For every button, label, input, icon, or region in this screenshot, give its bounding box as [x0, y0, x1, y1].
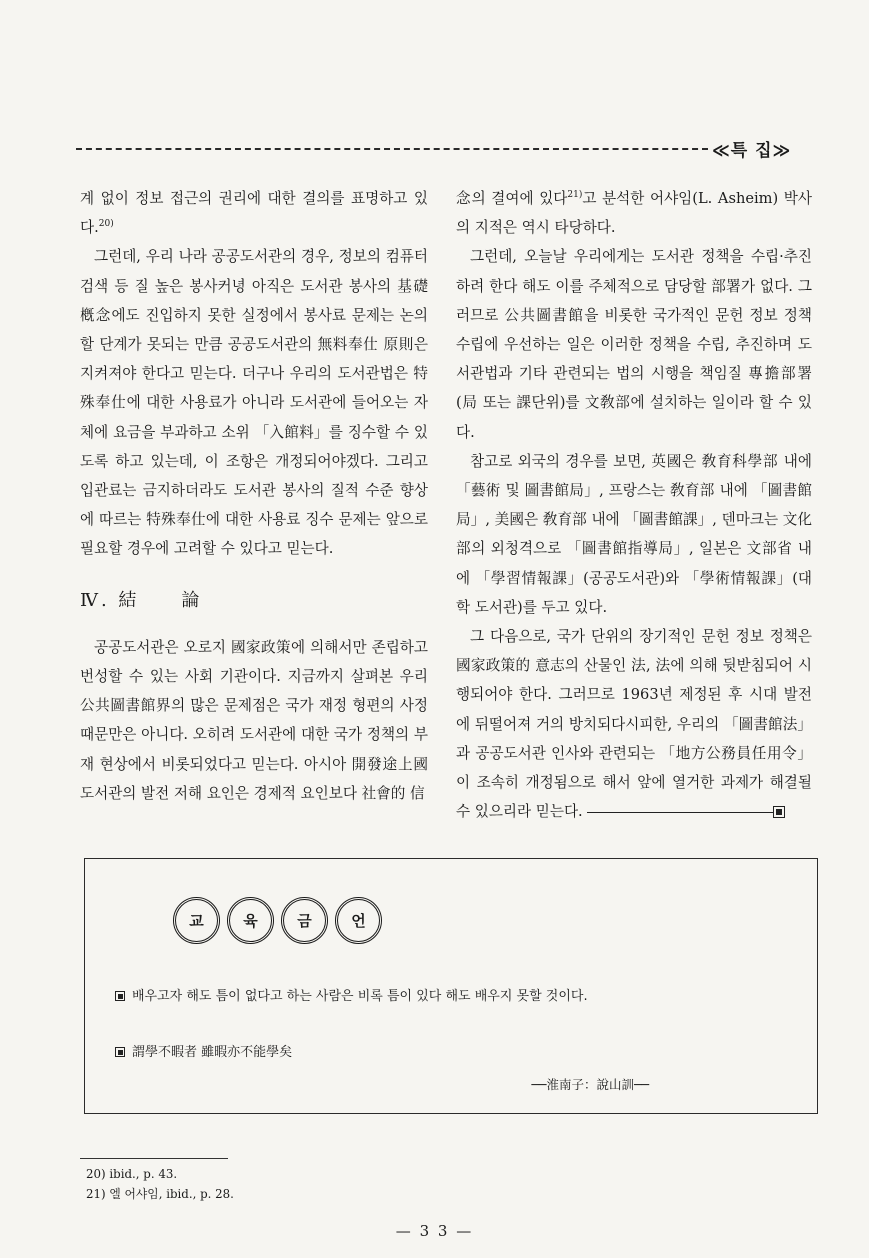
left-paragraph-1: 계 없이 정보 접근의 권리에 대한 결의를 표명하고 있다.$^{20)}$ [80, 190, 428, 237]
footnote-rule [80, 1158, 228, 1159]
end-rule [587, 812, 773, 813]
left-paragraph-3: 공공도서관은 오로지 國家政策에 의해서만 존립하고 번성할 수 있는 사회 기관이다. 지금까지 살펴본 우리 公共圖書館界의 많은 문제점은 국가 재정 형편의 사정 때문만은 아니다. 오히려 도서관에 대한 국가 정책의 부재 현상에서 비롯되었다고 믿는다. 아시아 開發途上國 도서관의 발전 저해 요인은 경제적 요인보다 社會的 信 [80, 638, 428, 802]
quote-box [84, 858, 818, 1114]
square-bullet-icon [115, 991, 125, 1001]
quote-attribution: ──淮南子：說山訓── [531, 1077, 649, 1092]
header-rule [76, 148, 708, 150]
section-header-label: ≪특 집≫ [712, 141, 792, 161]
seal-icon: 육 [227, 897, 274, 944]
seal-row [173, 897, 382, 944]
end-mark-icon [773, 806, 785, 818]
right-paragraph-4: 그 다음으로, 국가 단위의 장기적인 문헌 정보 정책은 國家政策的 意志의 산물인 法, 法에 의해 뒷받침되어 시행되어야 한다. 그러므로 1963년 제정된 후 시대 발전에 뒤떨어져 거의 방치되다시피한, 우리의 「圖書館法」과 공공도서관 인사와 관련되는 「地方公務員任用令」이 조속히 개정됨으로 해서 앞에 열거한 과제가 해결될 수 있으리라 믿는다. [456, 628, 812, 821]
section-title: Ⅳ. 結 論 [80, 589, 203, 611]
left-column [80, 184, 428, 808]
quote-line-hanja: 謂學不暇者 雖暇亦不能學矣 [115, 1041, 292, 1060]
footnote-21: 21) 엘 어샤임, ibid., p. 28. [86, 1187, 234, 1201]
seal-icon: 교 [173, 897, 220, 944]
seal-icon: 언 [335, 897, 382, 944]
footnote-20: 20) ibid., p. 43. [86, 1167, 178, 1181]
right-paragraph-3: 참고로 외국의 경우를 보면, 英國은 敎育科學部 내에 「藝術 및 圖書館局」, 프랑스는 敎育部 내에 「圖書館局」, 美國은 敎育部 내에 「圖書館課」, 덴마크는 文化部의 외청격으로 「圖書館指導局」, 일본은 文部省 내에 「學習情報課」(공공도서관)와 「學術情報課」(대학 도서관)를 두고 있다. [456, 452, 812, 616]
right-paragraph-2: 그런데, 오늘날 우리에게는 도서관 정책을 수립·추진하려 한다 해도 이를 주체적으로 담당할 部署가 없다. 그러므로 公共圖書館을 비롯한 국가적인 문헌 정보 정책 수립에 우선하는 일은 이러한 정책을 수립, 추진하며 도서관법과 기타 관련되는 법의 시행을 책임질 專擔部署(局 또는 課단위)를 文敎部에 설치하는 일이라 할 수 있다. [456, 248, 812, 441]
footnote-ref-21[interactable]: 21) [567, 190, 583, 201]
footnote-ref-20[interactable]: 20) [98, 219, 114, 230]
seal-icon: 금 [281, 897, 328, 944]
quote-line-korean: 배우고자 해도 틈이 없다고 하는 사람은 비록 틈이 있다 해도 배우지 못할 것이다. [115, 985, 588, 1004]
left-paragraph-2: 그런데, 우리 나라 공공도서관의 경우, 정보의 컴퓨터 검색 등 질 높은 봉사커녕 아직은 도서관 봉사의 基礎槪念에도 진입하지 못한 실정에서 봉사료 문제는 논의할 단계가 못되는 만큼 공공도서관의 無料奉仕 原則은 지켜져야 한다고 믿는다. 더구나 우리의 도서관법은 特殊奉仕에 대한 사용료가 아니라 도서관에 들어오는 자체에 요금을 부과하고 소위 「入館料」를 징수할 수 있도록 하고 있는데, 이 조항은 개정되어야겠다. 그리고 입관료는 금지하더라도 도서관 봉사의 질적 수준 향상에 따르는 特殊奉仕에 대한 사용료 징수 문제는 앞으로 필요할 경우에 고려할 수 있다고 믿는다. [80, 248, 428, 558]
right-column [456, 184, 812, 826]
right-paragraph-1: 念의 결여에 있다$^{21)}$고 분석한 어샤임(L. Asheim) 박사의 지적은 역시 타당하다. [456, 190, 812, 237]
page-number: — 3 3 — [395, 1222, 474, 1240]
footnotes [86, 1164, 234, 1204]
square-bullet-icon [115, 1047, 125, 1057]
